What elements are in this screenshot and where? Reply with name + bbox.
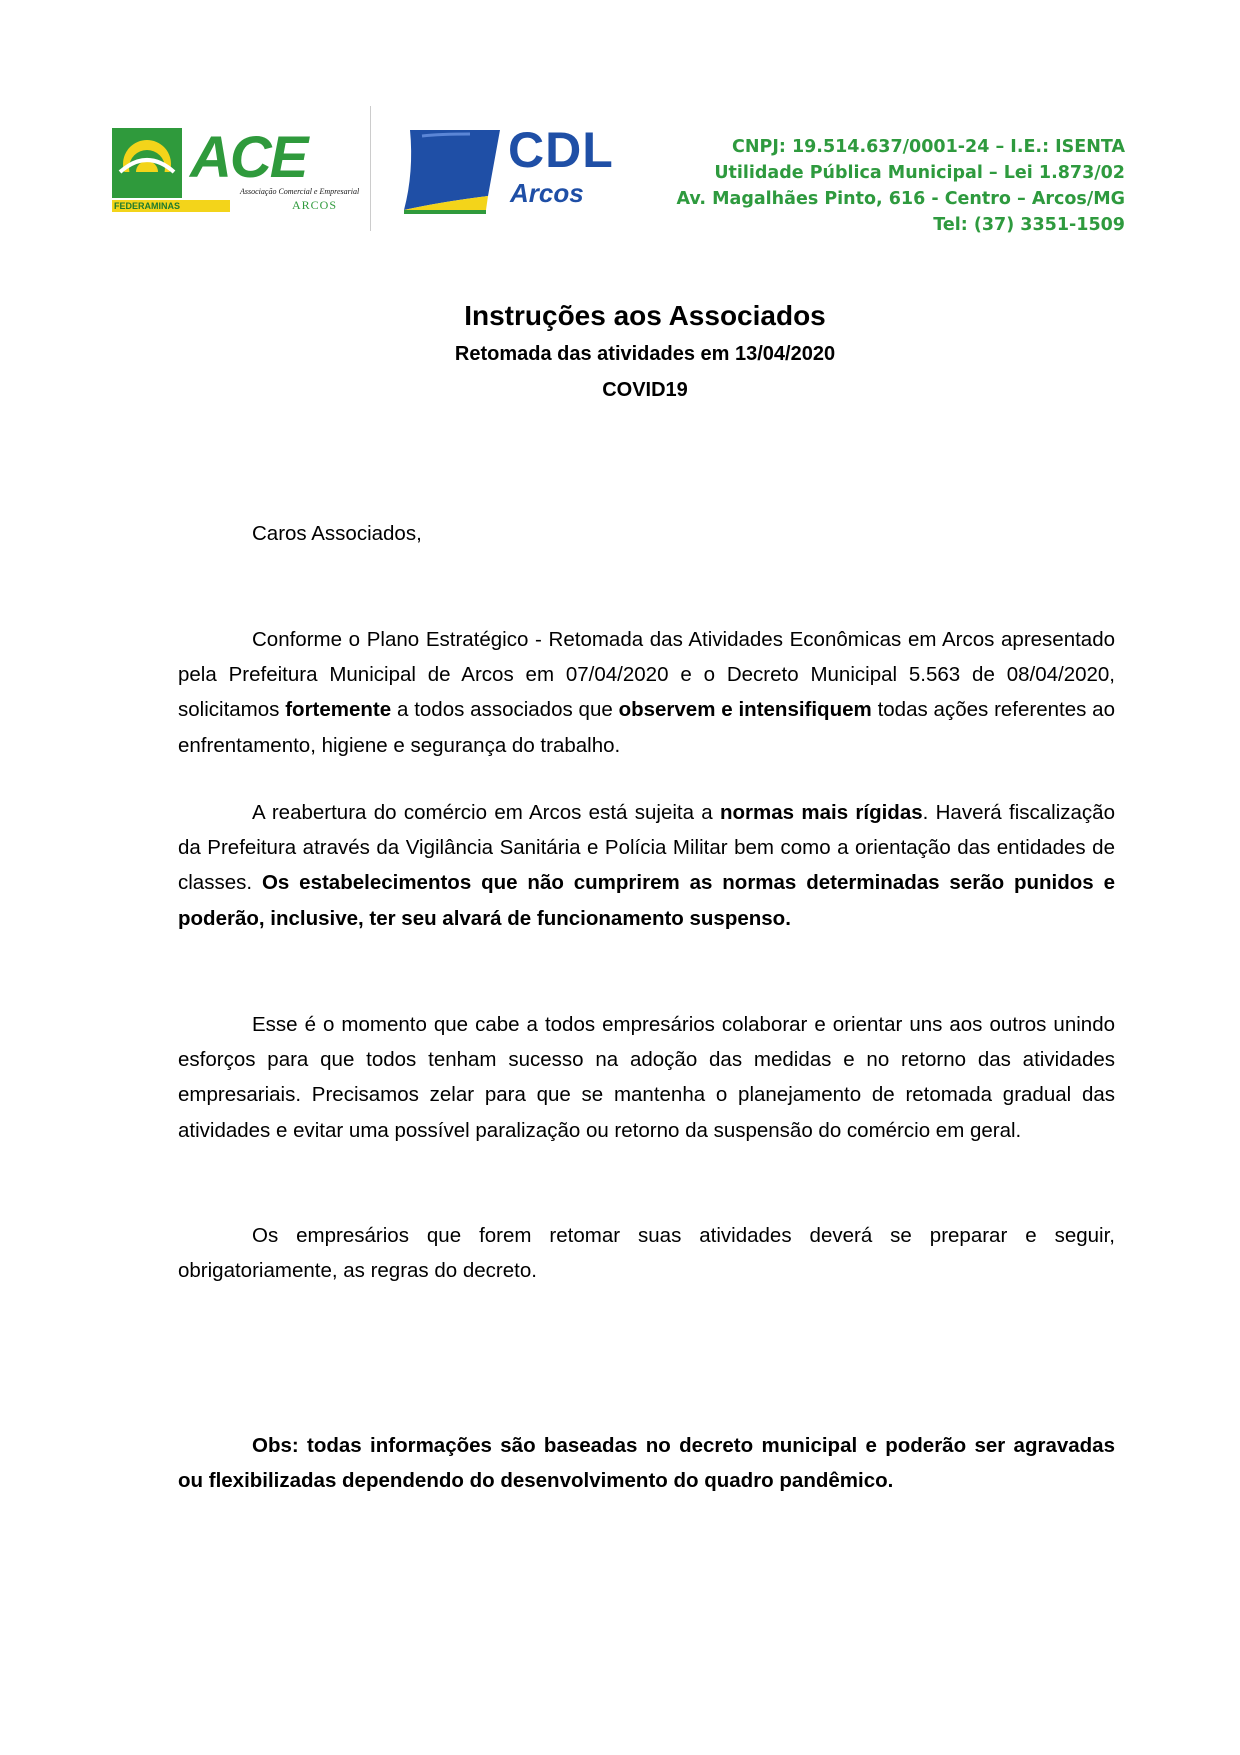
paragraph-1: [178, 622, 1115, 763]
paragraph-4: [178, 1218, 1115, 1288]
document-topic: COVID19: [602, 379, 688, 401]
p1-text-a: Conforme o Plano Estratégico - Retomada das Atividades Econômicas em Arcos apresentado pela Prefeitura Municipal de Arcos em 07/04/2020 e o Decreto Municipal 5.563 de 08/04/2020, solicitamos: [178, 628, 1115, 722]
ace-logo-word: ACE: [190, 125, 307, 190]
obs-text: Obs: todas informações são baseadas no decreto municipal e poderão ser agravadas ou flexibilizadas dependendo do desenvolvimento do quadro pandêmico.: [178, 1434, 1115, 1493]
observation-note: [178, 1428, 1115, 1498]
p2-text-a: A reabertura do comércio em Arcos está sujeita a: [252, 801, 721, 824]
cnpj-line: CNPJ: 19.514.637/0001-24 – I.E.: ISENTA: [732, 137, 1125, 157]
p1-text-c: a todos associados que: [391, 698, 619, 722]
paragraph-2: [178, 795, 1115, 936]
document-subtitle: Retomada das atividades em 13/04/2020: [454, 343, 836, 365]
p2-bold-warning: Os estabelecimentos que não cumprirem as normas determinadas serão punidos e poderão, inclusive, ter seu alvará de funcionamento suspenso.: [178, 871, 1115, 930]
cdl-logo-word: CDL: [508, 122, 614, 178]
p2-text-c: . Haverá fiscalização da Prefeitura através da Vigilância Sanitária e Polícia Militar bem como a orientação das entidades de classes.: [178, 801, 1115, 895]
ace-emblem-icon: [112, 128, 182, 198]
title-block: [0, 296, 1240, 408]
phone-line: Tel: (37) 3351-1509: [933, 215, 1125, 235]
ace-logo: [112, 125, 360, 212]
utility-line: Utilidade Pública Municipal – Lei 1.873/02: [714, 163, 1125, 183]
logo-divider: [370, 106, 371, 231]
document-title: Instruções aos Associados: [464, 300, 826, 331]
cdl-emblem-icon: [400, 122, 506, 214]
paragraph-3: [178, 1007, 1115, 1148]
cdl-logo-city: Arcos: [510, 178, 584, 208]
header-contact: [676, 134, 1125, 238]
p1-bold-fortemente: fortemente: [285, 698, 392, 722]
greeting: Caros Associados,: [252, 522, 422, 545]
address-line: Av. Magalhães Pinto, 616 - Centro – Arcos/MG: [676, 189, 1125, 209]
cdl-logo: [400, 122, 630, 214]
p1-bold-observem: observem e intensifiquem: [618, 698, 872, 722]
p4-text: Os empresários que forem retomar suas atividades deverá se preparar e seguir, obrigatoriamente, as regras do decreto.: [178, 1224, 1115, 1283]
p3-text: Esse é o momento que cabe a todos empresários colaborar e orientar uns aos outros unindo esforços para que todos tenham sucesso na adoção das medidas e no retorno das atividades empresariais. Precisamos zelar para que se mantenha o planejamento de retomada gradual das atividades e evitar uma possível paralização ou retorno da suspensão do comércio em geral.: [178, 1013, 1115, 1142]
ace-logo-city: ARCOS: [292, 198, 338, 212]
p1-text-e: todas ações referentes ao enfrentamento, higiene e segurança do trabalho.: [178, 698, 1115, 757]
p2-bold-normas: normas mais rígidas: [720, 801, 923, 824]
ace-logo-federation: FEDERAMINAS: [112, 200, 230, 212]
ace-logo-subtitle: Associação Comercial e Empresarial: [240, 187, 360, 196]
